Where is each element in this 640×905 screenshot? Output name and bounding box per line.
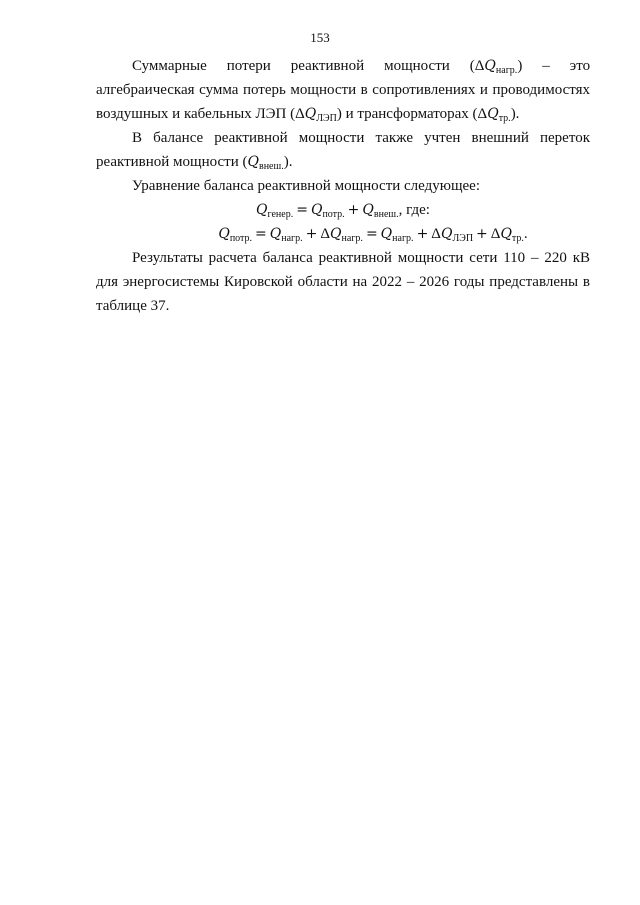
- page-number: 153: [310, 30, 330, 45]
- paragraph-1-line-1: Суммарные потери реактивной мощности $(\Delta Q_{нагр.})$ – это: [132, 58, 591, 76]
- paragraph-2: В балансе реактивной мощности также учтен внешний переток реактивной мощности $(Q_{внеш.})$.: [96, 130, 590, 172]
- paragraph-1-line-2: алгебраическая сумма потерь мощности в сопротивлениях и проводимостях: [96, 82, 590, 98]
- formula-generation-balance: $Q_{генер.} = Q_{потр.} + Q_{внеш.}$, где:: [256, 202, 430, 220]
- document-body: [96, 54, 590, 318]
- paragraph-4: Результаты расчета баланса реактивной мощности сети 110 – 220 кВ для энергосистемы Кировской области на 2022 – 2026 годы представлены в таблице 37.: [96, 250, 590, 314]
- paragraph-3: Уравнение баланса реактивной мощности следующее:: [132, 178, 480, 194]
- paragraph-1-line-3: воздушных и кабельных ЛЭП $(\Delta Q_{ЛЭП})$ и трансформаторах $(\Delta Q_{тр.})$.: [96, 106, 520, 124]
- formula-consumption-balance: $Q_{потр.} = Q_{нагр.} + \Delta Q_{нагр.} = Q_{нагр.} + \Delta Q_{ЛЭП} + \Delta Q_{тр.}$.: [218, 226, 528, 244]
